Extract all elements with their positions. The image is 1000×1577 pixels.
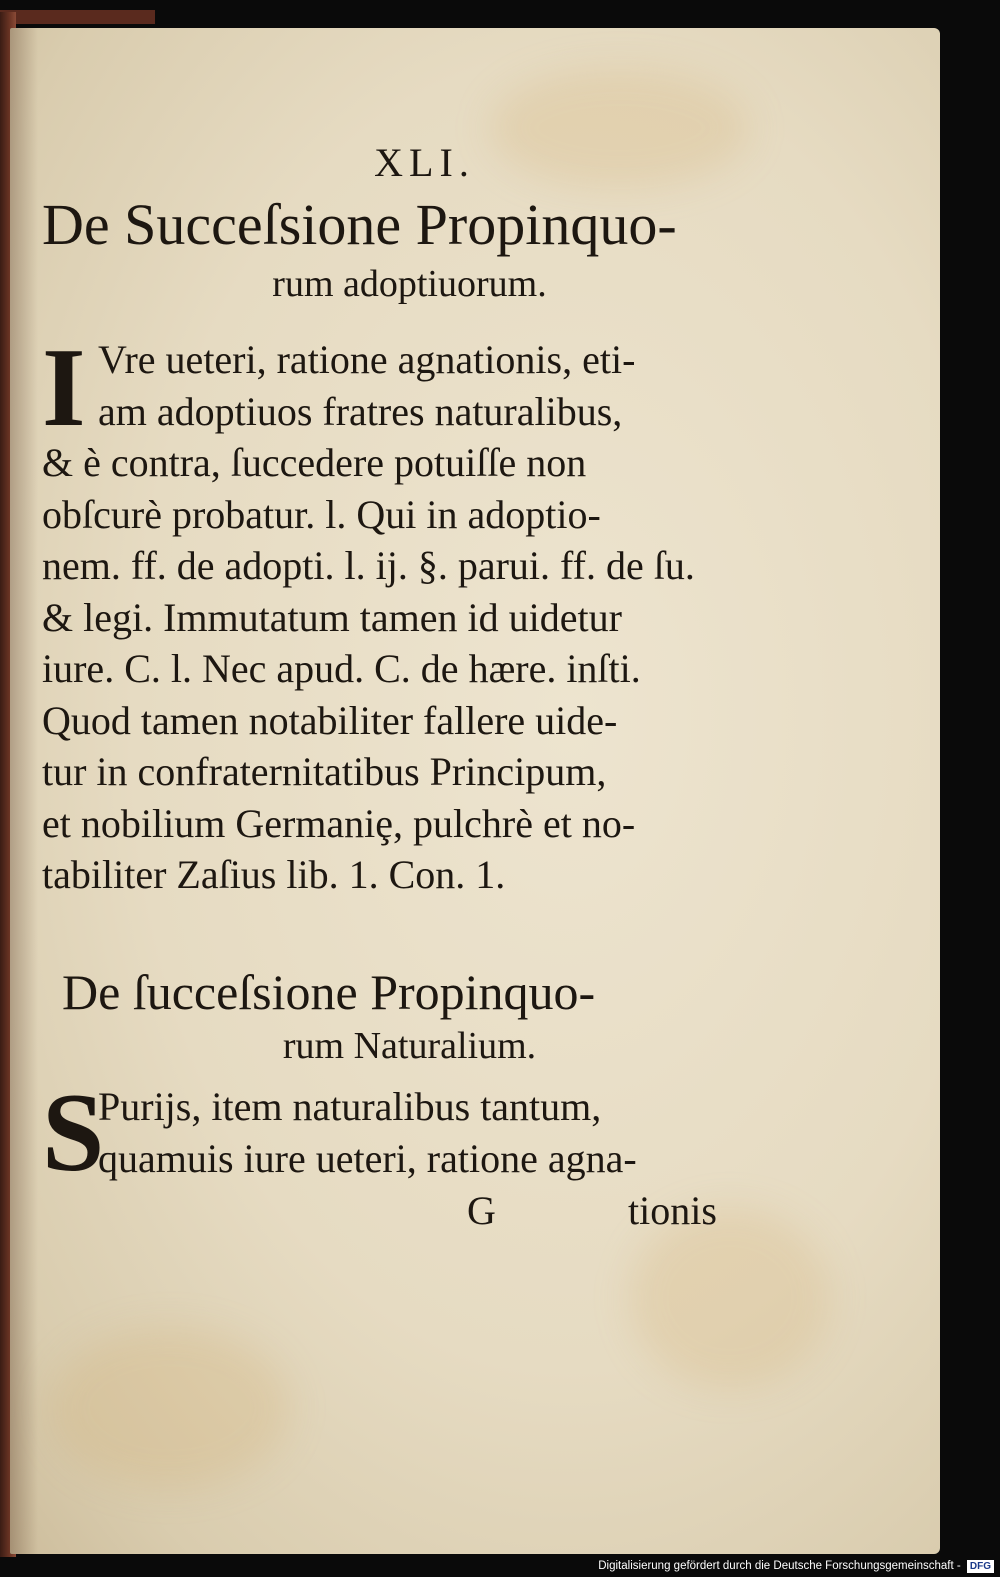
text-line: tur in confraternitatibus Principum,	[42, 749, 607, 794]
text-line: am adoptiuos fratres naturalibus,	[98, 388, 623, 434]
paragraph-1	[42, 326, 747, 901]
credit-text: Digitalisierung gefördert durch die Deutsche Forschungsgemeinschaft -	[598, 1560, 961, 1572]
paper-stain	[50, 1328, 290, 1488]
section-heading-1-continued: rum adoptiuorum.	[272, 263, 547, 305]
initial-letter: I	[42, 326, 86, 450]
section-heading-2-continued: rum Naturalium.	[282, 1024, 537, 1067]
section-heading-1: De Succeſsione Propinquo-	[42, 192, 677, 257]
catchword: tionis	[628, 1187, 717, 1233]
binding-top-strip	[0, 10, 155, 24]
text-line: nem. ff. de adopti. l. ij. §. parui. ff. de ſu.	[42, 543, 695, 588]
text-line: obſcurè probatur. l. Qui in adoptio-	[42, 491, 601, 537]
printed-text	[42, 138, 747, 1237]
section-heading-2: De ſucceſsione Propinquo-	[62, 963, 596, 1020]
text-line: Puriјs, item naturalibus tantum,	[98, 1083, 602, 1129]
text-line: & è contra, ſuccedere potuiſſe non	[42, 440, 587, 485]
folio-number: XLI.	[374, 140, 475, 185]
signature-mark: G	[467, 1187, 496, 1233]
text-line: iure. C. l. Nec apud. C. de hære. inſti.	[42, 646, 641, 691]
text-line: Quod tamen notabiliter fallere uide-	[42, 697, 618, 743]
book-page	[10, 28, 940, 1554]
text-line: et nobilium Germaniȩ, pulchrè et no-	[42, 800, 636, 846]
text-line: Vre ueteri, ratione agnationis, eti-	[98, 337, 636, 382]
paragraph-2	[42, 1070, 747, 1195]
text-line: & legi. Immutatum tamen id uidetur	[42, 594, 622, 640]
initial-letter: S	[42, 1070, 105, 1195]
text-line: quamuis iure ueteri, ratione agna-	[98, 1135, 637, 1181]
text-line: tabiliter Zaſius lib. 1. Con. 1.	[42, 852, 506, 897]
digitization-credit	[598, 1559, 994, 1573]
dfg-logo: DFG	[967, 1560, 994, 1573]
page-foot-line	[42, 1185, 747, 1237]
